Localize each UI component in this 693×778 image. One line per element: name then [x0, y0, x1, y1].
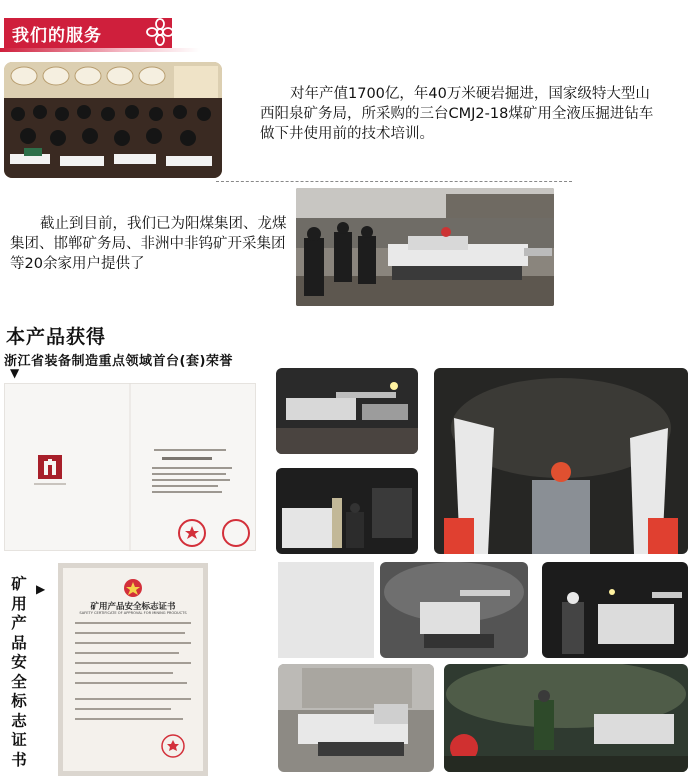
mine-photo-5 — [278, 664, 434, 772]
certificate-heading: 矿用产品安全标志证书 — [90, 602, 176, 612]
mine-photo-1 — [276, 368, 418, 454]
honor-certificate-image — [4, 383, 256, 551]
mine-photo-6 — [444, 664, 688, 772]
customers-paragraph: 截止到目前，我们已为阳煤集团、龙煤集团、邯郸矿务局、非洲中非钨矿开采集团等20余家用户提供了 — [10, 216, 287, 272]
mine-photo-3 — [380, 562, 528, 658]
certificate-label: 矿用产品安全标志证书 — [11, 575, 27, 769]
training-classroom-photo — [4, 62, 222, 178]
mine-tunnel-drilling-photo — [434, 368, 688, 554]
mine-photo-2 — [276, 468, 418, 554]
header-underline — [0, 48, 200, 52]
section-title-services: 我们的服务 — [12, 26, 102, 46]
flower-ornament-icon — [144, 16, 176, 48]
outdoor-drill-rig-photo — [296, 188, 554, 306]
arrow-down-icon: ▼ — [10, 366, 20, 380]
safety-certificate-image — [58, 563, 208, 776]
certificate-subheading: SAFETY CERTIFICATE OF APPROVAL FOR MINING PRODUCTS — [79, 611, 187, 615]
honor-label: 浙江省装备制造重点领域首台(套)荣誉 — [4, 354, 233, 369]
mine-photo-blank — [278, 562, 374, 658]
awards-title: 本产品获得 — [6, 326, 107, 348]
training-paragraph: 对年产值1700亿，年40万米硬岩掘进，国家级特大型山西阳泉矿务局，所采购的三台CMJ2-18煤矿用全液压掘进钻车做下井使用前的技术培训。 — [260, 86, 654, 142]
mine-photo-4 — [542, 562, 688, 658]
section-divider — [216, 181, 572, 182]
arrow-right-icon: ▶ — [36, 582, 46, 596]
